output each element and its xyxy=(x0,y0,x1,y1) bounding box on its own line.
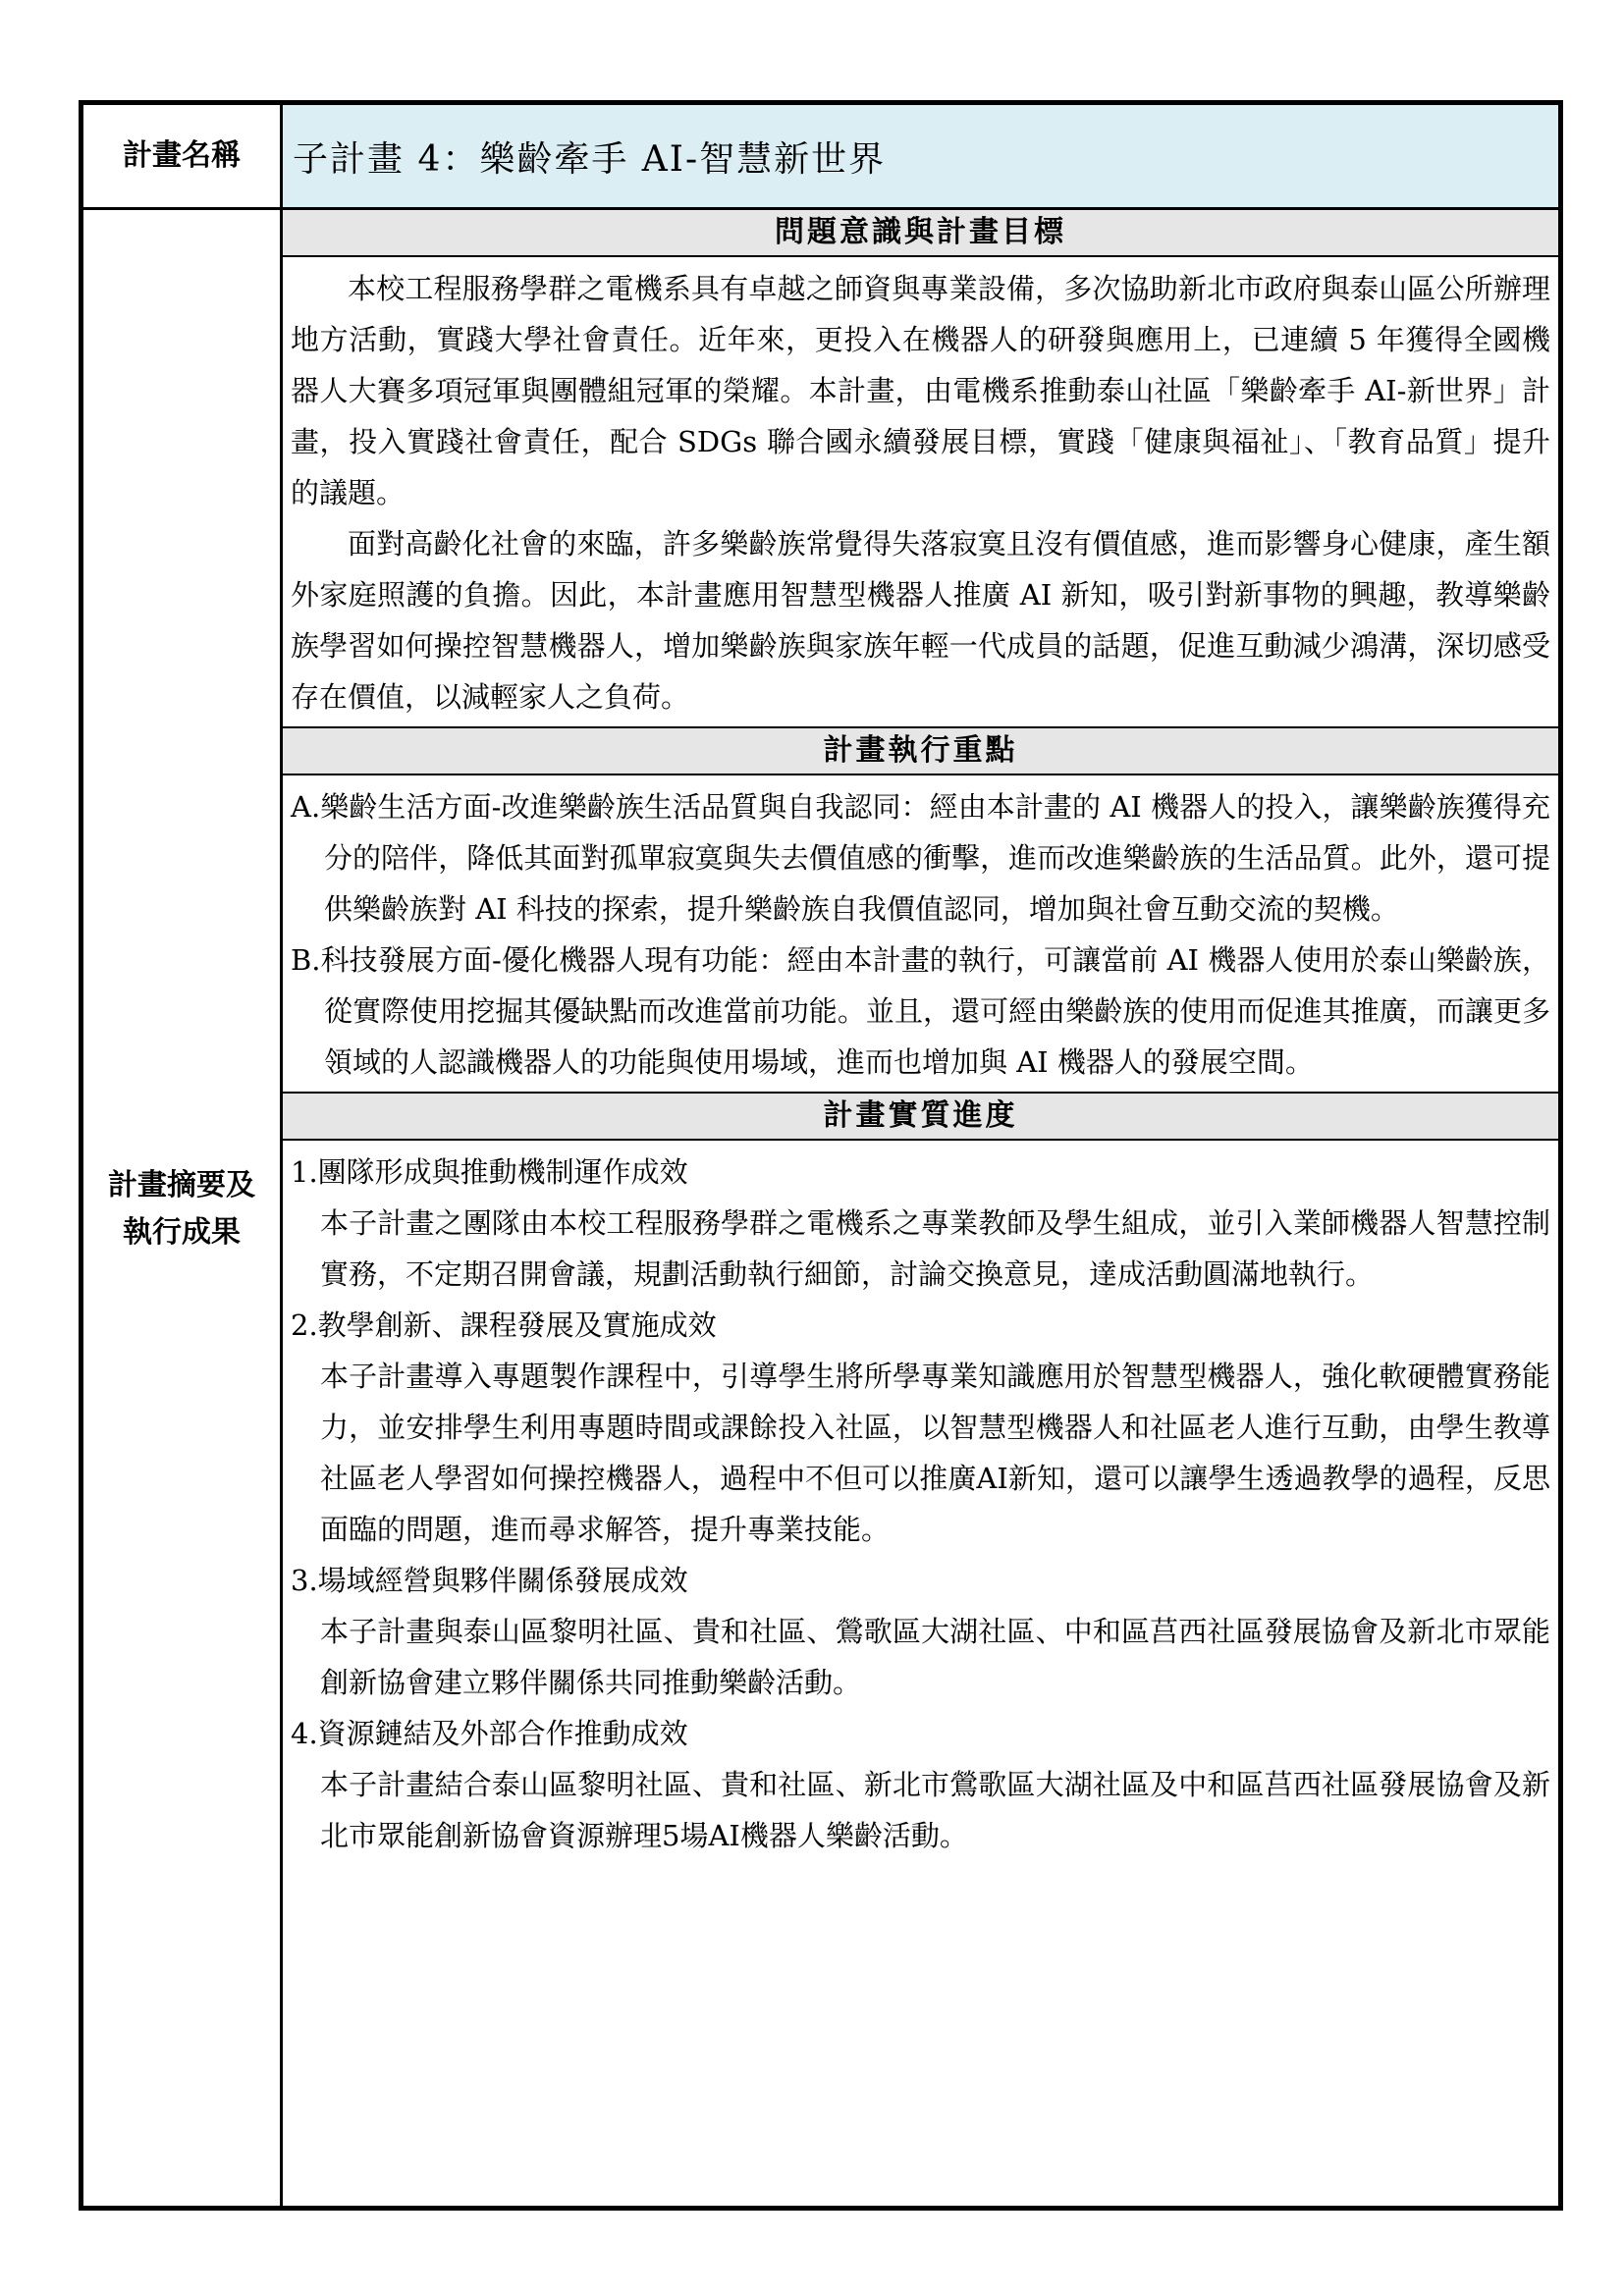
progress-item-title: 1.團隊形成與推動機制運作成效 xyxy=(291,1155,688,1189)
focus-heading: 計畫執行重點 xyxy=(283,726,1558,775)
progress-item-body: 本子計畫導入專題製作課程中，引導學生將所學專業知識應用於智慧型機器人，強化軟硬體實務能力，並安排學生利用專題時間或課餘投入社區，以智慧型機器人和社區老人進行互動，由學生教導社區老人學習如何操控機器人，過程中不但可以推廣AI新知，還可以讓學生透過教學的過程，反思面臨的問題，進而尋求解答，提升專業技能。 xyxy=(320,1360,1550,1546)
goals-heading: 問題意識與計畫目標 xyxy=(283,210,1558,257)
progress-heading: 計畫實質進度 xyxy=(283,1092,1558,1141)
progress-item-title: 4.資源鏈結及外部合作推動成效 xyxy=(291,1717,688,1750)
focus-body xyxy=(283,775,1558,1092)
summary-label xyxy=(83,210,280,2209)
progress-item-title: 3.場域經營與夥伴關係發展成效 xyxy=(291,1564,688,1597)
plan-table xyxy=(79,100,1563,2211)
summary-label-text: 計畫摘要及 執行成果 xyxy=(108,1168,255,1250)
focus-item: A.樂齡生活方面-改進樂齡族生活品質與自我認同：經由本計畫的 AI 機器人的投入，讓樂齡族獲得充分的陪伴，降低其面對孤單寂寞與失去價值感的衝擊，進而改進樂齡族的生活品質。此外，還可提供樂齡族對 AI 科技的探索，提升樂齡族自我價值認同，增加與社會互動交流的契機。 xyxy=(291,790,1550,926)
progress-body xyxy=(283,1141,1558,1865)
goals-paragraph: 本校工程服務學群之電機系具有卓越之師資與專業設備，多次協助新北市政府與泰山區公所辦理地方活動，實踐大學社會責任。近年來，更投入在機器人的研發與應用上，已連續 5 年獲得全國機器人大賽多項冠軍與團體組冠軍的榮耀。本計畫，由電機系推動泰山社區「樂齡牽手 AI-新世界」計畫，投入實踐社會責任，配合 SDGs 聯合國永續發展目標，實踐「健康與福祉」、「教育品質」提升的議題。 xyxy=(291,272,1550,509)
focus-item: B.科技發展方面-優化機器人現有功能：經由本計畫的執行，可讓當前 AI 機器人使用於泰山樂齡族，從實際使用挖掘其優缺點而改進當前功能。並且，還可經由樂齡族的使用而促進其推廣，而讓更多領域的人認識機器人的功能與使用場域，進而也增加與 AI 機器人的發展空間。 xyxy=(291,943,1550,1079)
progress-item-title: 2.教學創新、課程發展及實施成效 xyxy=(291,1308,717,1342)
progress-item-body: 本子計畫結合泰山區黎明社區、貴和社區、新北市鶯歌區大湖社區及中和區莒西社區發展協會及新北市眾能創新協會資源辦理5場AI機器人樂齡活動。 xyxy=(320,1768,1550,1852)
progress-item-body: 本子計畫與泰山區黎明社區、貴和社區、鶯歌區大湖社區、中和區莒西社區發展協會及新北市眾能創新協會建立夥伴關係共同推動樂齡活動。 xyxy=(320,1615,1550,1699)
progress-item-body: 本子計畫之團隊由本校工程服務學群之電機系之專業教師及學生組成，並引入業師機器人智慧控制實務，不定期召開會議，規劃活動執行細節，討論交換意見，達成活動圓滿地執行。 xyxy=(320,1206,1550,1291)
goals-paragraph: 面對高齡化社會的來臨，許多樂齡族常覺得失落寂寞且沒有價值感，進而影響身心健康，產生額外家庭照護的負擔。因此，本計畫應用智慧型機器人推廣 AI 新知，吸引對新事物的興趣，教導樂齡族學習如何操控智慧機器人，增加樂齡族與家族年輕一代成員的話題，促進互動減少鴻溝，深切感受存在價值，以減輕家人之負荷。 xyxy=(291,527,1550,714)
goals-body xyxy=(283,257,1558,726)
summary-content xyxy=(283,210,1558,2206)
plan-name-label: 計畫名稱 xyxy=(123,138,241,173)
plan-title: 子計畫 4：樂齡牽手 AI-智慧新世界 xyxy=(283,105,1558,207)
